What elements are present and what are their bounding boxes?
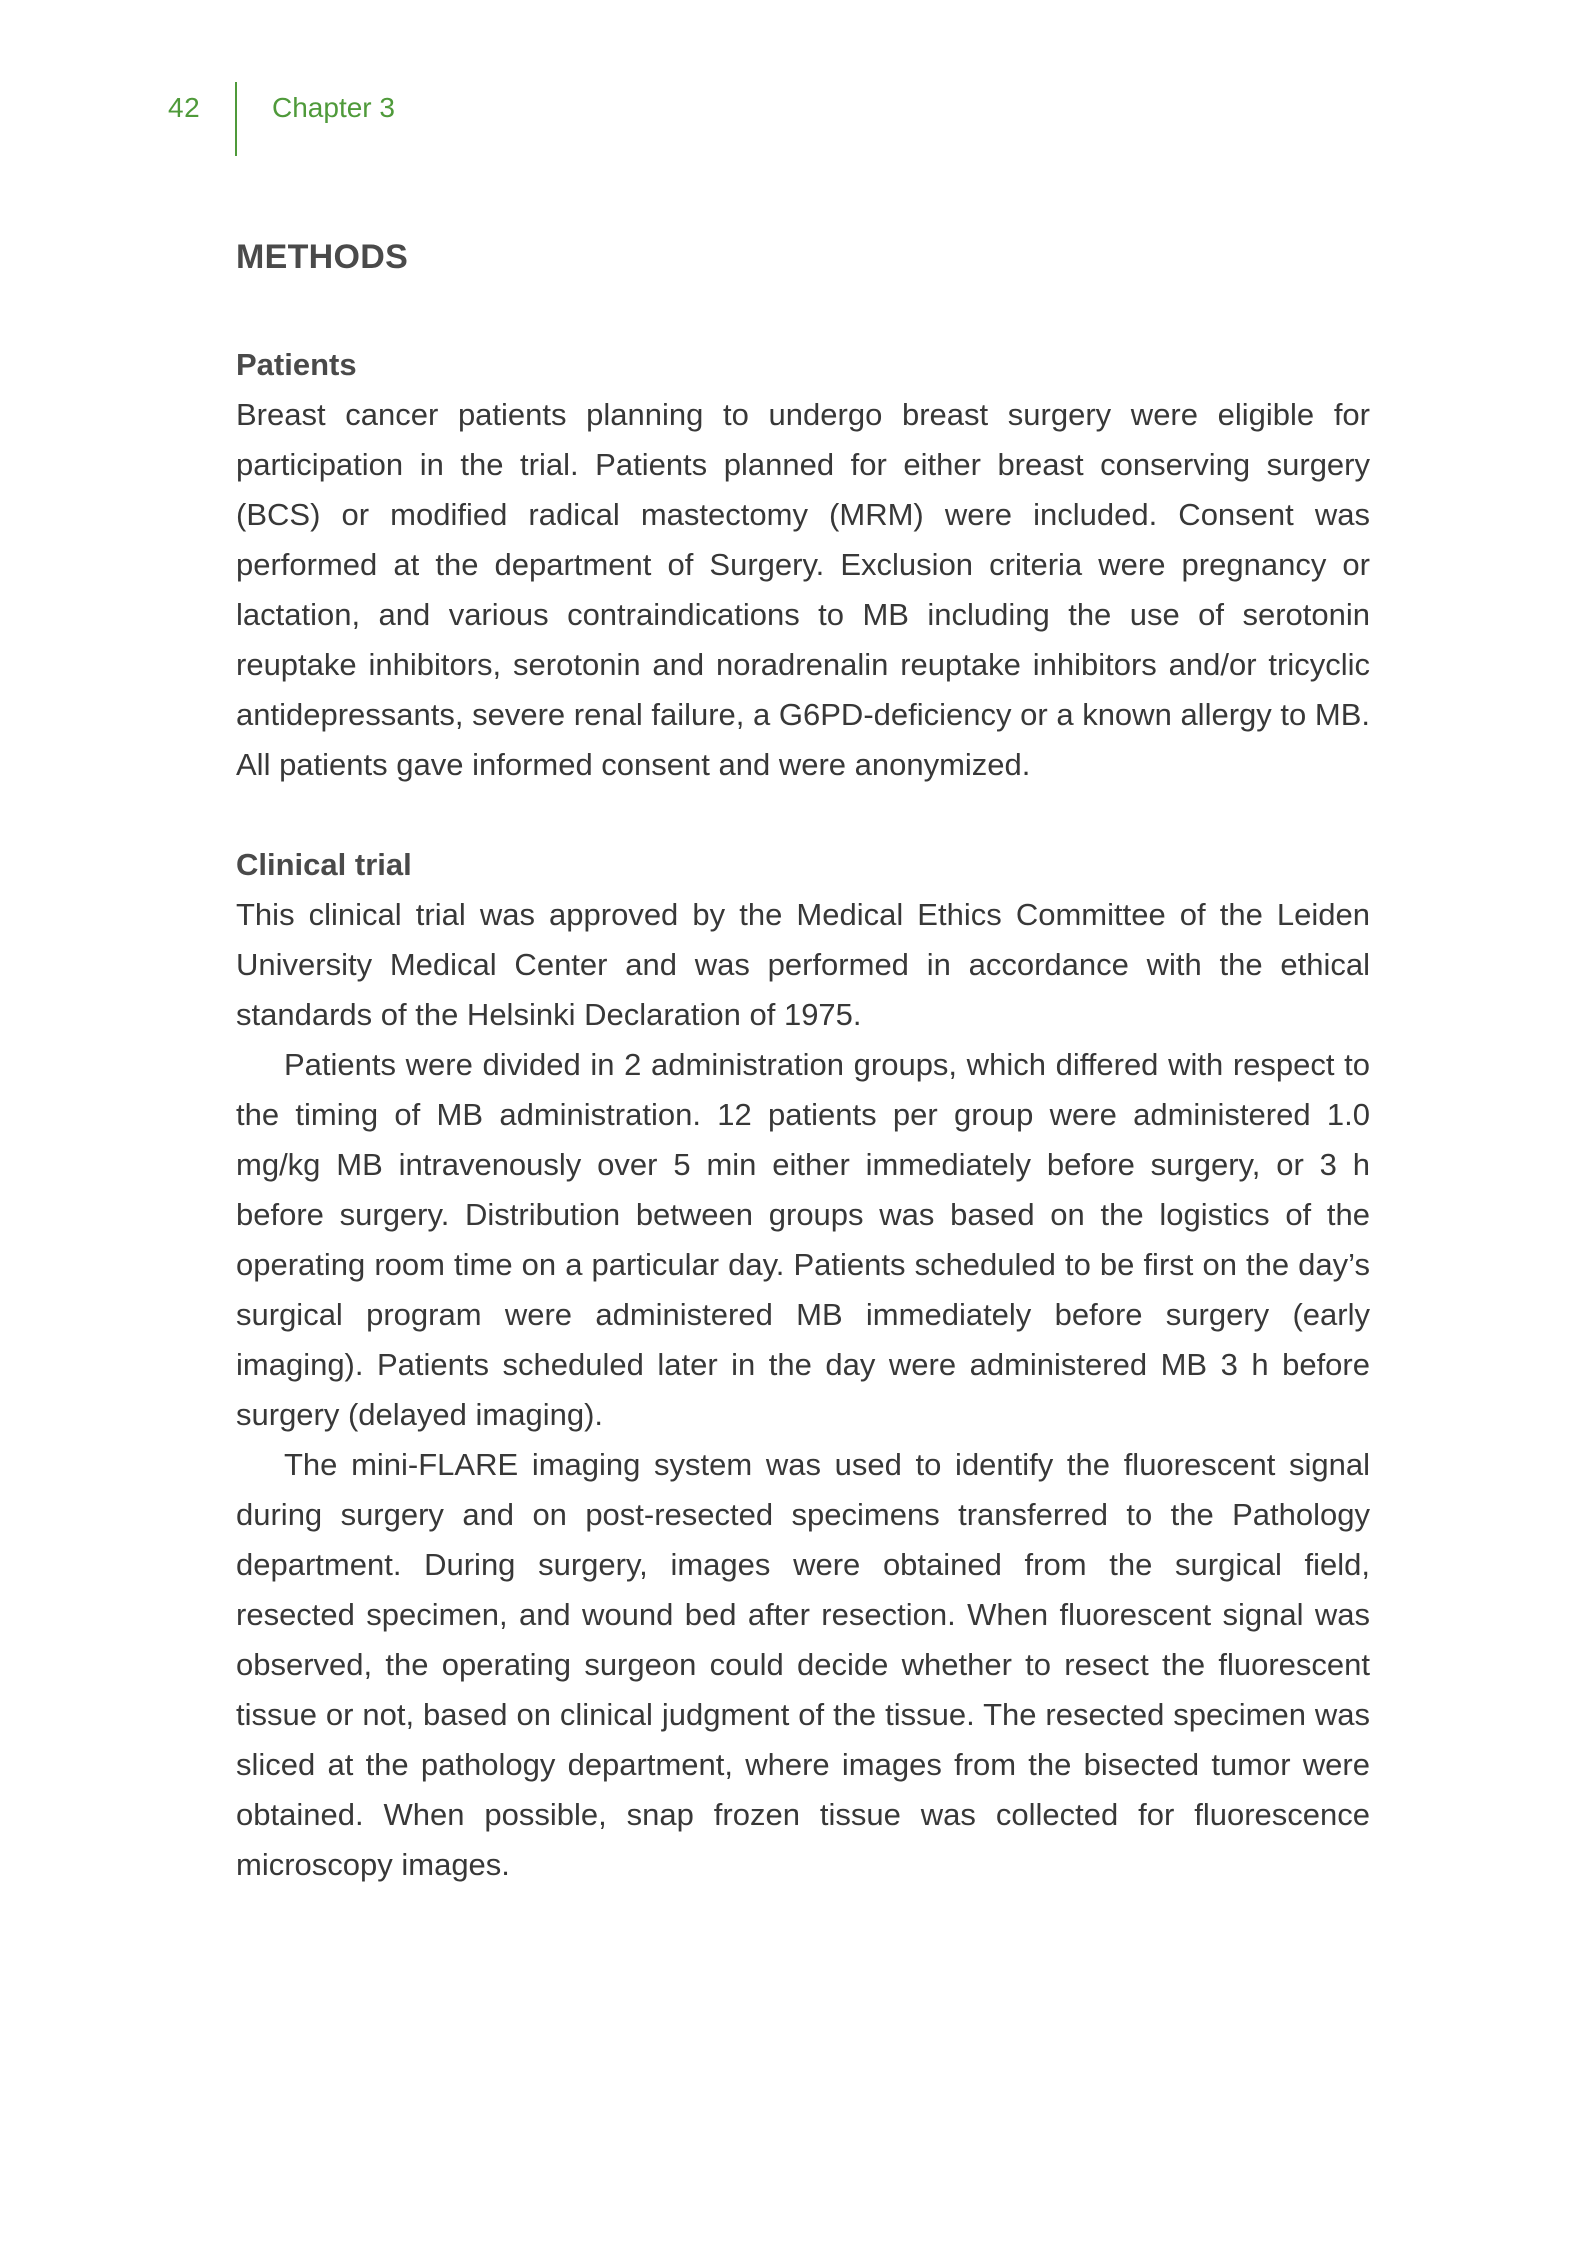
chapter-label: Chapter 3 [272, 92, 395, 123]
clinical-trial-paragraph-3: The mini-FLARE imaging system was used to identify the fluorescent signal during surgery and on post-resected specimens transferred to the Pathology department. During surgery, images were obtained from the surgical field, resected specimen, and wound bed after resection. When fluorescent signal was observed, the operating surgeon could decide whether to resect the fluorescent tissue or not, based on clinical judgment of the tissue. The resected specimen was sliced at the pathology department, where images from the bisected tumor were obtained. When possible, snap frozen tissue was collected for fluorescence microscopy images. [236, 1447, 1370, 1882]
patients-paragraph: Breast cancer patients planning to undergo breast surgery were eligible for participation in the trial. Patients planned for either breast conserving surgery (BCS) or modified radical mastectomy (MRM) were included. Consent was performed at the department of Surgery. Exclusion criteria were pregnancy or lactation, and various contraindications to MB including the use of serotonin reuptake inhibitors, serotonin and noradrenalin reuptake inhibitors and/or tricyclic antidepressants, severe renal failure, a G6PD-deficiency or a known allergy to MB. All patients gave informed consent and were anonymized. [236, 397, 1370, 782]
patients-heading: Patients [236, 347, 357, 382]
clinical-trial-paragraph-1: This clinical trial was approved by the Medical Ethics Committee of the Leiden University Medical Center and was performed in accordance with the ethical standards of the Helsinki Declaration of 1975. [236, 897, 1370, 1032]
section-spacer [236, 790, 1370, 840]
running-head [0, 0, 1593, 160]
page-number: 42 [168, 92, 201, 123]
header-divider [235, 82, 237, 156]
section-title: METHODS [236, 238, 409, 276]
page-body [236, 232, 1370, 1890]
clinical-trial-heading: Clinical trial [236, 847, 412, 882]
clinical-trial-paragraph-2: Patients were divided in 2 administration groups, which differed with respect to the timing of MB administration. 12 patients per group were administered 1.0 mg/kg MB intravenously over 5 min either immediately before surgery, or 3 h before surgery. Distribution between groups was based on the logistics of the operating room time on a particular day. Patients scheduled to be first on the day’s surgical program were administered MB immediately before surgery (early imaging). Patients scheduled later in the day were administered MB 3 h before surgery (delayed imaging). [236, 1047, 1370, 1432]
